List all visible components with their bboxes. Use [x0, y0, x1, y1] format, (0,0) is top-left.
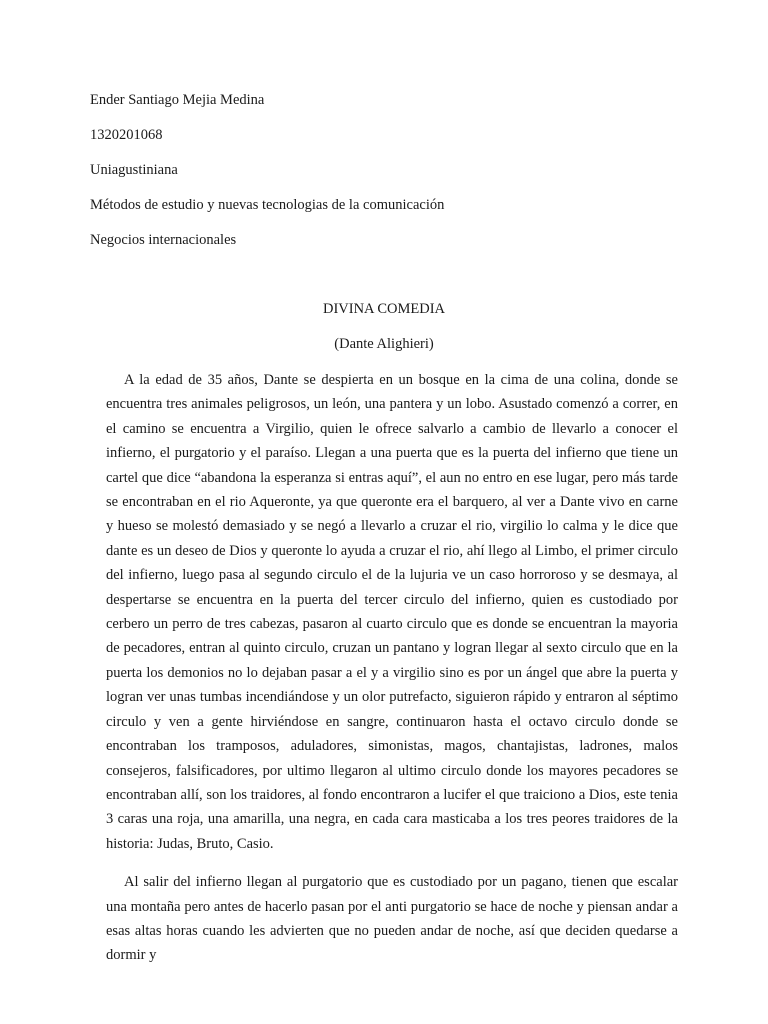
author-name: Ender Santiago Mejia Medina — [90, 92, 265, 108]
header-block — [90, 90, 690, 265]
program-name: Negocios internacionales — [90, 232, 237, 248]
document-subtitle: (Dante Alighieri) — [334, 336, 434, 352]
course-name: Métodos de estudio y nuevas tecnologias de la comunicación — [90, 197, 445, 213]
student-id: 1320201068 — [90, 127, 163, 143]
document-title: DIVINA COMEDIA — [322, 301, 446, 317]
paragraph-1: A la edad de 35 años, Dante se despierta en un bosque en la cima de una colina, donde se encuentra tres animales peligrosos, un león, una pantera y un lobo. Asustado comenzó a correr, en el camino se encuentra a Virgilio, quien le ofrece salvarlo a cambio de llevarlo a conocer el infierno, el purgatorio y el paraíso. Llegan a una puerta que es la puerta del infierno que tiene un cartel que dice “abandona la esperanza si entras aquí”, el aun no entro en ese lugar, pero más tarde se encontraban en el rio Aqueronte, ya que queronte era el barquero, al ver a Dante vivo en carne y hueso se molestó demasiado y se negó a llevarlo a cruzar el rio, virgilio lo calma y le dice que dante es un deseo de Dios y queronte lo ayuda a cruzar el rio, ahí llego al Limbo, el primer circulo del infierno, luego pasa al segundo circulo el de la lujuria ve un caso horroroso y se desmaya, al despertarse se encuentra en la puerta del tercer circulo del infierno, quien es custodiado por cerbero un perro de tres cabezas, pasaron al cuarto circulo que es donde se encuentran la mayoria de pecadores, entran al quinto circulo, cruzan un pantano y logran llegar al sexto circulo que en la puerta los demonios no lo dejaban pasar a el y a virgilio sino es por un ángel que abre la puerta y logran ver unas tumbas incendiándose y un olor putrefacto, siguieron rápido y entraron al séptimo circulo y ven a gente hirviéndose en sangre, continuaron hasta el octavo circulo donde se encontraban los tramposos, aduladores, simonistas, magos, chantajistas, ladrones, malos consejeros, falsificadores, por ultimo llegaron al ultimo circulo donde los mayores pecadores se encontraban allí, son los traidores, al fondo encontraron a lucifer el que traiciono a Dios, este tenia 3 caras una roja, una amarilla, una negra, en cada cara masticaba a los tres peores traidores de la historia: Judas, Bruto, Casio. — [106, 372, 678, 852]
paragraph-2: Al salir del infierno llegan al purgatorio que es custodiado por un pagano, tienen que escalar una montaña pero antes de hacerlo pasan por el anti purgatorio se hace de noche y piensan andar a esas altas horas cuando les advierten que no pueden andar de noche, así que deciden quedarse a dormir y — [106, 874, 678, 964]
document-body — [106, 368, 678, 982]
institution-name: Uniagustiniana — [90, 162, 178, 178]
